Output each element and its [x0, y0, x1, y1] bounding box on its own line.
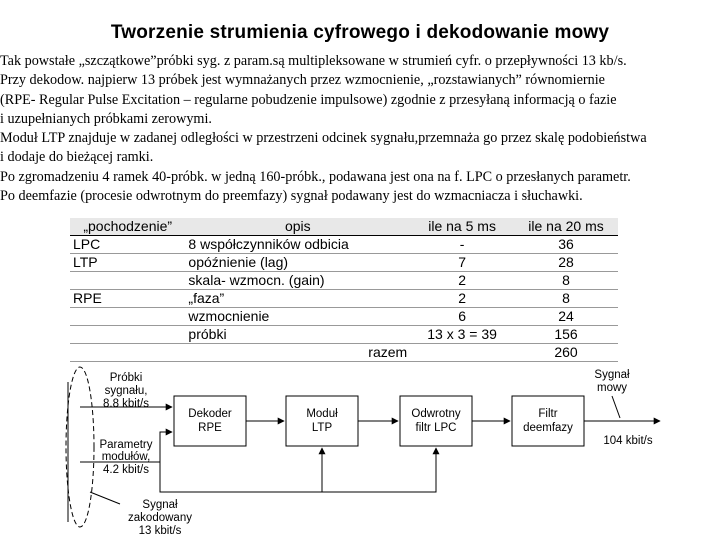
table-cell: 8 [514, 290, 618, 308]
input-label-line: sygnału, [104, 385, 148, 397]
table-cell: skala- wzmocn. (gain) [185, 272, 410, 290]
paragraph-line: i dodaje do bieżącej ramki. [0, 149, 154, 166]
params-label-line: 4.2 kbit/s [102, 464, 150, 476]
bitrate-table [70, 218, 618, 362]
block-ltp [286, 396, 358, 446]
output-label-line: Sygnał [594, 369, 630, 381]
table-cell: - [410, 236, 514, 254]
table-cell: 8 [514, 272, 618, 290]
param-feed-ltp [160, 448, 322, 492]
table-cell: próbki [185, 326, 410, 344]
block-label: LTP [311, 422, 333, 434]
table-row [70, 254, 618, 272]
output-rate: 104 kbit/s [603, 435, 653, 447]
table-cell: 28 [514, 254, 618, 272]
params-label-line: modułów, [101, 451, 151, 463]
paragraph-line: Po deemfazie (procesie odwrotnym do preemfazy) sygnał podawany jest do wzmacniacza i słuchawki. [0, 188, 583, 205]
table-header: ile na 20 ms [514, 218, 618, 236]
leader-line [90, 492, 120, 504]
table-cell: LTP [70, 254, 185, 272]
table-cell: 260 [514, 344, 618, 362]
table-cell: 6 [410, 308, 514, 326]
table-cell: 7 [410, 254, 514, 272]
paragraph-line: Przy dekodow. najpierw 13 próbek jest wymnażanych przez wzmocnienie, „rozstawianych” równomiernie [0, 72, 605, 89]
table-cell: wzmocnienie [185, 308, 410, 326]
table-cell: 13 x 3 = 39 [410, 326, 514, 344]
block-label: Dekoder [188, 408, 232, 420]
coded-signal-line: zakodowany [128, 512, 192, 524]
output-label-line: mowy [596, 382, 628, 394]
table-cell: 2 [410, 290, 514, 308]
coded-signal-line: Sygnał [142, 499, 178, 511]
table-row [70, 272, 618, 290]
table-cell: 156 [514, 326, 618, 344]
leader-line [612, 396, 620, 418]
table-cell [70, 272, 185, 290]
input-label-line: 8.8 kbit/s [102, 398, 150, 410]
table-cell: 2 [410, 272, 514, 290]
page-title: Tworzenie strumienia cyfrowego i dekodowanie mowy [110, 22, 610, 43]
table-header: opis [185, 218, 410, 236]
table-header-row [70, 218, 618, 236]
table-row [70, 236, 618, 254]
block-deemphasis [512, 396, 584, 446]
table-header: „pochodzenie” [70, 218, 185, 236]
table-cell: „faza” [185, 290, 410, 308]
table-cell: LPC [70, 236, 185, 254]
table-cell [70, 308, 185, 326]
block-label: filtr LPC [415, 422, 457, 434]
block-label: Moduł [306, 408, 338, 420]
block-rpe-decoder [174, 396, 246, 446]
paragraph-line: Tak powstałe „szczątkowe”próbki syg. z param.są multipleksowane w strumień cyfr. o przepływności 13 kb/s. [0, 53, 627, 69]
multiplex-ellipse [66, 367, 94, 527]
table-cell: 24 [514, 308, 618, 326]
param-feed-lpc [322, 448, 436, 492]
paragraph-line: Po zgromadzeniu 4 ramek 40-próbk. w jedną 160-próbk., podawana jest ona na f. LPC o przesłanych parametr. [0, 168, 631, 185]
table-row [70, 308, 618, 326]
params-label-line: Parametry [99, 439, 153, 451]
table-cell: opóźnienie (lag) [185, 254, 410, 272]
block-inverse-lpc [400, 396, 472, 446]
body-text [0, 52, 720, 206]
coded-signal-line: 13 kbit/s [138, 525, 182, 537]
paragraph-line: i uzupełnianych próbkami zerowymi. [0, 110, 212, 127]
table-row [70, 326, 618, 344]
paragraph-line: (RPE- Regular Pulse Excitation – regularne pobudzenie impulsowe) zgodnie z przesyłaną informacją o fazie [0, 91, 617, 108]
table-row [70, 290, 618, 308]
table-header: ile na 5 ms [410, 218, 514, 236]
block-label: Filtr [538, 408, 558, 420]
paragraph-line: Moduł LTP znajduje w zadanej odległości w przestrzeni odcinek sygnału,przemnaża go przez skalę podobieństwa [0, 130, 647, 147]
block-label: RPE [198, 422, 222, 434]
table-cell: 8 współczynników odbicia [185, 236, 410, 254]
table-cell: 36 [514, 236, 618, 254]
block-label: Odwrotny [411, 408, 461, 420]
decoder-block-diagram [60, 352, 700, 540]
table-cell: razem [185, 344, 410, 362]
table-cell [70, 326, 185, 344]
block-label: deemfazy [523, 422, 573, 434]
table-cell: RPE [70, 290, 185, 308]
input-label-line: Próbki [109, 372, 143, 384]
